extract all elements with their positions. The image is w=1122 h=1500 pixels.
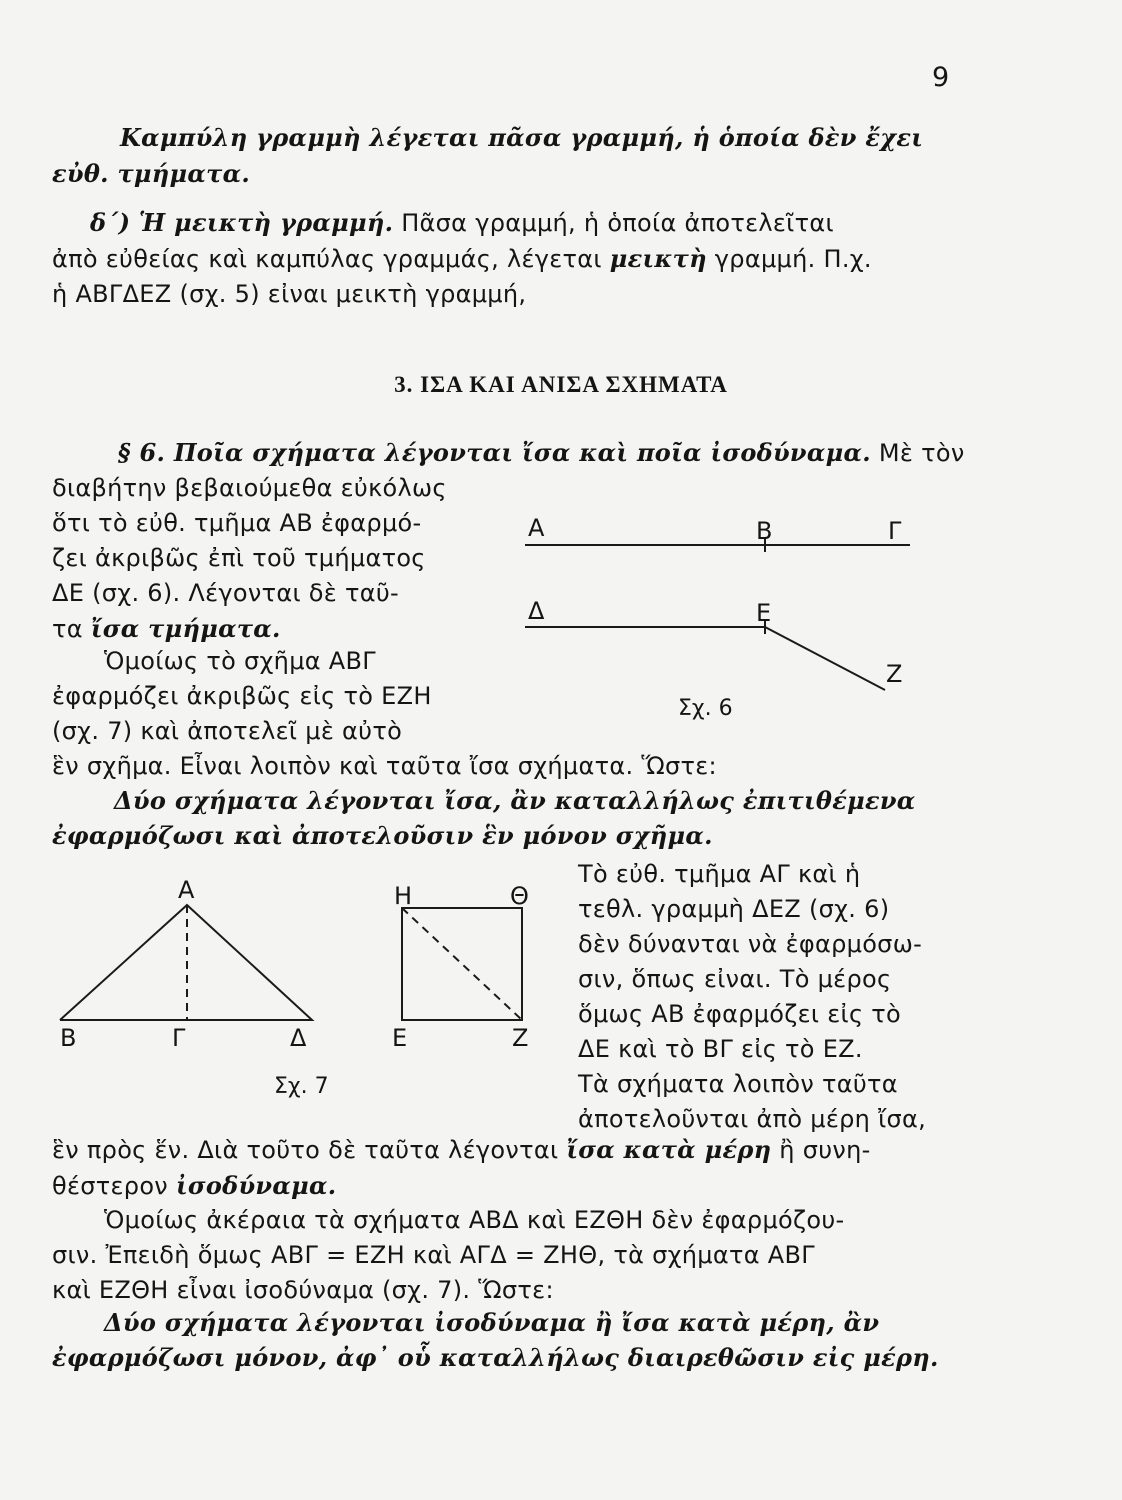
rule-line: ἐφαρμόζωσι καὶ ἀποτελοῦσιν ἓν μόνον σχῆμα. — [52, 821, 713, 850]
fig7-label-Z: Ζ — [512, 1024, 529, 1052]
text-line: ζει ἀκριβῶς ἐπὶ τοῦ τμήματος — [52, 544, 426, 572]
text: ἀπὸ εὐθείας καὶ καμπύλας γραμμάς, λέγεται — [52, 245, 610, 273]
fig7-label-G: Γ — [172, 1024, 186, 1052]
text-line: ἓν σχῆμα. Εἶναι λοιπὸν καὶ ταῦτα ἴσα σχήματα. Ὥστε: — [52, 752, 717, 780]
figure-7 — [60, 905, 522, 1020]
text-line: σιν. Ἐπειδὴ ὅμως ΑΒΓ = ΕΖΗ καὶ ΑΓΔ = ΖΗΘ, τὰ σχήματα ΑΒΓ — [52, 1241, 815, 1269]
text: τα — [52, 615, 91, 643]
text: ἢ συνη- — [771, 1136, 871, 1164]
text: θέστερον — [52, 1172, 176, 1200]
text-line: ἀποτελοῦνται ἀπὸ μέρη ἴσα, — [578, 1105, 927, 1133]
text-line: ὅτι τὸ εὐθ. τμῆμα ΑΒ ἐφαρμό- — [52, 509, 422, 537]
fig7-caption: Σχ. 7 — [274, 1074, 329, 1099]
text-line: ΔΕ καὶ τὸ ΒΓ εἰς τὸ ΕΖ. — [578, 1035, 863, 1063]
text-line: ἡ ΑΒΓΔΕΖ (σχ. 5) εἰναι μεικτὴ γραμμή, — [52, 280, 527, 308]
text-line: Ὁμοίως ἀκέραια τὰ σχήματα ΑΒΔ καὶ ΕΖΘΗ δὲν ἐφαρμόζου- — [104, 1206, 845, 1234]
fig6-label-B: Β — [756, 517, 773, 545]
text-line: (σχ. 7) καὶ ἀποτελεῖ μὲ αὐτὸ — [52, 717, 403, 745]
fig7-label-B: Β — [60, 1024, 77, 1052]
square-HTHZE — [402, 908, 522, 1020]
figure-6 — [525, 538, 910, 690]
bold-term: ἴσα τμήματα. — [90, 614, 281, 643]
segment-EZ — [765, 627, 885, 690]
fig6-label-A: Α — [528, 514, 545, 542]
text-line: ἐφαρμόζει ἀκριβῶς εἰς τὸ ΕΖΗ — [52, 682, 432, 710]
fig7-label-E: Ε — [392, 1024, 408, 1052]
page-number: 9 — [932, 62, 950, 93]
text: Πᾶσα γραμμή, ἡ ὁποία ἀποτελεῖται — [393, 209, 834, 237]
text-line: καὶ ΕΖΘΗ εἶναι ἰσοδύναμα (σχ. 7). Ὥστε: — [52, 1276, 554, 1304]
definition-bold-2: εὐθ. τμήματα. — [52, 159, 251, 188]
text: ἓν πρὸς ἕν. Διὰ τοῦτο δὲ ταῦτα λέγονται — [52, 1136, 567, 1164]
fig6-label-D: Δ — [528, 597, 545, 625]
paragraph-lead: δ΄) Ἡ μεικτὴ γραμμή. — [90, 208, 394, 237]
rule-line: Δύο σχήματα λέγονται ἰσοδύναμα ἢ ἴσα κατὰ μέρη, ἂν — [104, 1308, 880, 1337]
fig6-label-G: Γ — [888, 517, 902, 545]
fig7-label-D: Δ — [290, 1024, 307, 1052]
bold-term: ἰσοδύναμα. — [175, 1171, 337, 1200]
diagonal-HZ — [402, 908, 522, 1020]
text: γραμμή. Π.χ. — [706, 245, 872, 273]
text-line: ΔΕ (σχ. 6). Λέγονται δὲ ταῦ- — [52, 579, 400, 607]
fig6-caption: Σχ. 6 — [678, 696, 733, 721]
text-line: ὅμως ΑΒ ἐφαρμόζει εἰς τὸ — [578, 1000, 902, 1028]
rule-line: ἐφαρμόζωσι μόνον, ἀφ᾽ οὗ καταλλήλως διαιρεθῶσιν εἰς μέρη. — [52, 1343, 939, 1372]
bold-term: ἴσα κατὰ μέρη — [566, 1135, 772, 1164]
fig7-label-A: Α — [178, 876, 195, 904]
rule-line: Δύο σχήματα λέγονται ἴσα, ἂν καταλλήλως ἐπιτιθέμενα — [114, 786, 916, 815]
definition-bold: Καμπύλη γραμμὴ λέγεται πᾶσα γραμμή, ἡ ὁποία δὲν ἔχει — [120, 123, 924, 152]
section-heading: 3. ΙΣΑ ΚΑΙ ΑΝΙΣΑ ΣΧΗΜΑΤΑ — [394, 372, 728, 397]
fig7-label-H: Η — [394, 882, 413, 910]
text-line: διαβήτην βεβαιούμεθα εὐκόλως — [52, 474, 447, 502]
bold-term: μεικτὴ — [609, 244, 707, 273]
text-line: σιν, ὅπως εἰναι. Τὸ μέρος — [578, 965, 892, 993]
text-line: Ὁμοίως τὸ σχῆμα ΑΒΓ — [104, 647, 376, 675]
text-line: Τὰ σχήματα λοιπὸν ταῦτα — [578, 1070, 898, 1098]
text-line: Τὸ εὐθ. τμῆμα ΑΓ καὶ ἡ — [578, 860, 861, 888]
text: Μὲ τὸν — [870, 439, 965, 467]
fig7-label-TH: Θ — [510, 882, 529, 910]
text-line: τεθλ. γραμμὴ ΔΕΖ (σχ. 6) — [578, 895, 890, 923]
paragraph-lead: § 6. Ποῖα σχήματα λέγονται ἴσα καὶ ποῖα ἰσοδύναμα. — [118, 438, 871, 467]
text-line: δὲν δύνανται νὰ ἐφαρμόσω- — [578, 930, 923, 958]
fig6-label-Z: Ζ — [886, 660, 903, 688]
fig6-label-E: Ε — [756, 599, 772, 627]
